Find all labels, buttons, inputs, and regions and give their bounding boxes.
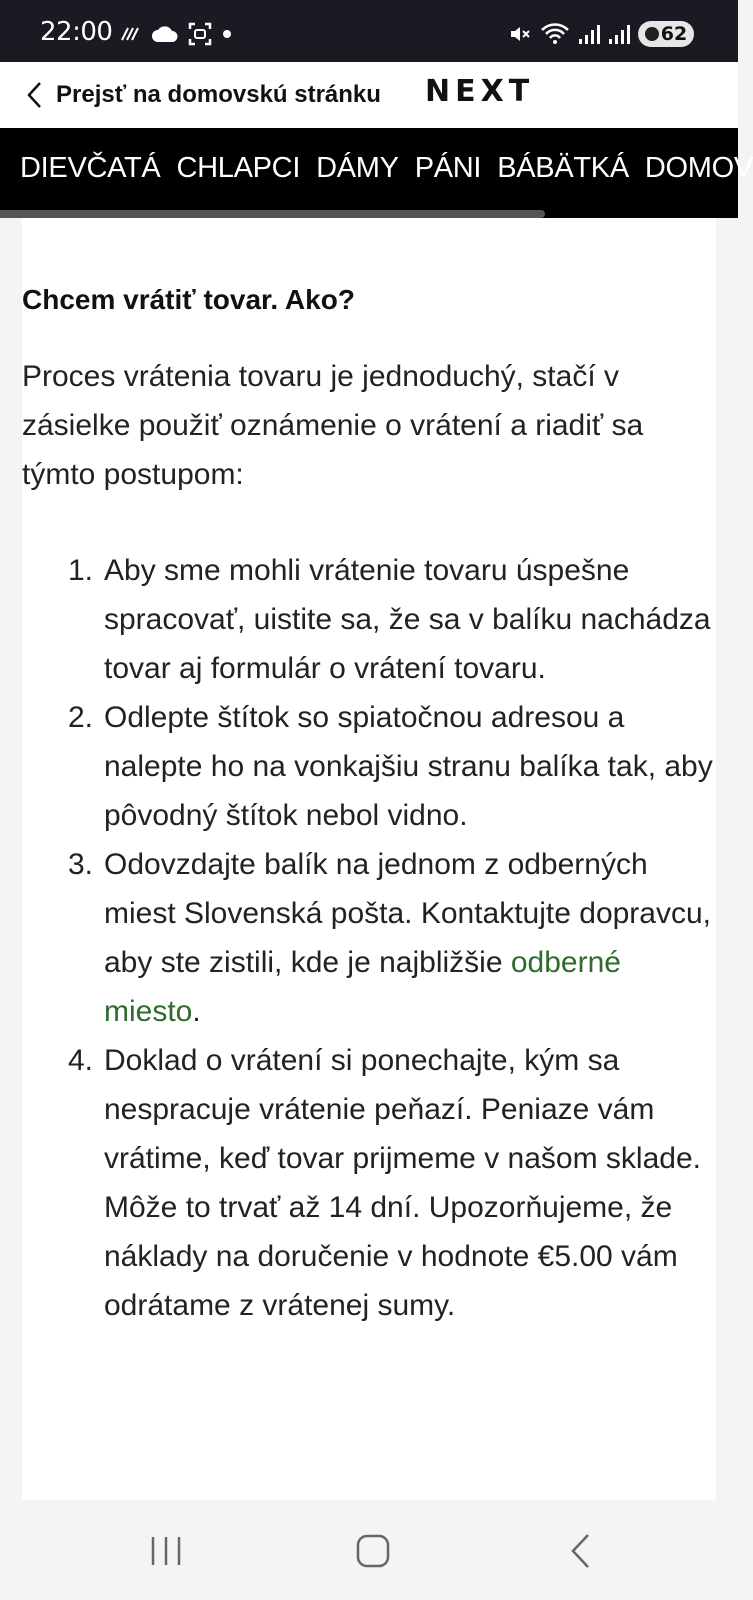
step-number: 2. (68, 701, 94, 734)
wifi-icon (540, 22, 570, 46)
step-number: 1. (68, 554, 94, 587)
screenshot-icon (188, 22, 212, 46)
back-link-label: Prejsť na domovskú stránku (56, 81, 381, 108)
status-right-icons (508, 21, 694, 47)
article-content (22, 218, 716, 1500)
list-item (68, 693, 716, 840)
cloud-icon (152, 25, 178, 43)
nav-item-home[interactable]: DOMOV (644, 152, 753, 184)
list-item (68, 1036, 716, 1330)
back-button[interactable] (550, 1530, 610, 1572)
step-number: 3. (68, 848, 94, 881)
nav-items (20, 152, 753, 185)
pickup-point-link[interactable]: odberné miesto (104, 946, 621, 1028)
home-icon (356, 1534, 390, 1568)
signal-bars-icon (578, 23, 600, 45)
nav-item-baby[interactable]: BÁBÄTKÁ (497, 152, 629, 184)
nav-scrollbar[interactable] (0, 210, 545, 218)
battery-indicator (638, 21, 694, 47)
nav-item-men[interactable]: PÁNI (414, 152, 482, 184)
signal-wave-icon (120, 26, 142, 42)
battery-saver-icon (645, 27, 659, 41)
nav-item-women[interactable]: DÁMY (316, 152, 399, 184)
steps-list (68, 546, 716, 1330)
status-time: 22:00 (40, 17, 113, 47)
intro-paragraph: Proces vrátenia tovaru je jednoduchý, stačí v zásielke použiť oznámenie o vrátení a riadiť sa týmto postupom: (22, 360, 644, 491)
recent-apps-button[interactable] (136, 1530, 196, 1572)
step-text: Aby sme mohli vrátenie tovaru úspešne spracovať, uistite sa, že sa v balíku nachádza tovar aj formulár o vrátení tovaru. (104, 554, 711, 685)
brand-logo[interactable]: NEXT (425, 74, 535, 109)
dot-icon (222, 29, 232, 39)
chevron-left-icon (26, 81, 42, 109)
home-button[interactable] (343, 1530, 403, 1572)
step-text: Doklad o vrátení si ponechajte, kým sa nespracuje vrátenie peňazí. Peniaze vám vrátime, keď tovar prijmeme v našom sklade. Môže to trvať až 14 dní. Upozorňujeme, že náklady na doručenie v hodnote €5.00 vám odrátame z vrátenej sumy. (104, 1044, 701, 1322)
nav-item-boys[interactable]: CHLAPCI (176, 152, 301, 184)
mute-icon (508, 22, 532, 46)
status-left-icons (120, 22, 232, 46)
battery-level: 62 (660, 23, 688, 45)
back-to-home-link[interactable] (26, 76, 381, 114)
step-number: 4. (68, 1044, 94, 1077)
signal-bars-icon (608, 23, 630, 45)
page-title: Chcem vrátiť tovar. Ako? (22, 284, 355, 315)
category-nav (0, 128, 753, 218)
system-nav-bar (0, 1500, 738, 1600)
back-icon (569, 1533, 591, 1569)
recent-apps-icon (149, 1535, 183, 1567)
step-text-end: . (192, 995, 201, 1028)
list-item (68, 546, 716, 693)
nav-item-girls[interactable]: DIEVČATÁ (20, 152, 161, 184)
list-item (68, 840, 716, 1036)
status-bar (0, 0, 738, 62)
top-header (0, 62, 738, 128)
step-text: Odlepte štítok so spiatočnou adresou a nalepte ho na vonkajšiu stranu balíka tak, aby pôvodný štítok nebol vidno. (104, 701, 713, 832)
step-text: Odovzdajte balík na jednom z odberných miest Slovenská pošta. Kontaktujte dopravcu, aby ste zistili, kde je najbližšie (104, 848, 712, 979)
